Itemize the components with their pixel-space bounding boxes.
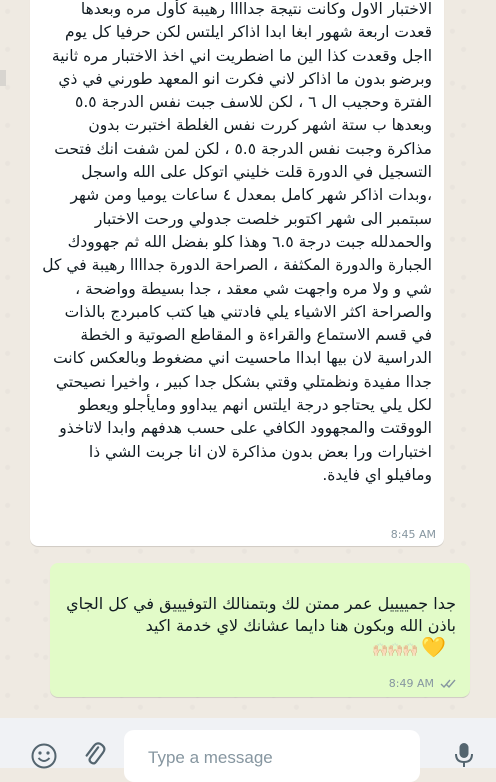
message-text: جدا جمييييل عمر ممتن لك وبتمنالك التوفيييق في كل الجاي باذن الله وبكون هنا دايما عشانك لاي خدمة اكيد [66, 594, 456, 635]
message-time: 8:49 AM [388, 677, 434, 690]
message-time: 8:45 AM [390, 528, 436, 541]
double-check-icon [440, 678, 458, 689]
outgoing-message-bubble[interactable] [50, 563, 470, 697]
message-text: الاختبار الاول وكانت نتيجة جداااا رهيبة كأول مره وبعدها قعدت اربعة شهور ابغا ابدا اذاكر ايلتس لكن حرفيا كل يوم ااجل وقعدت كذا الين ما اضطريت اني اخذ الاختبار مره ثانية وبرضو بدون ما اذاكر لاني فكرت انو المعهد طورني في ذي الفترة وحجيب ال ٦ ، لكن للاسف جبت نفس الدرجة ٥.٥ وبعدها ب ستة اشهر كررت نفس الغلطة اختبرت بدون مذاكرة وجبت نفس الدرجة ٥.٥ ، لكن لمن شفت انك فتحت التسجيل في الدورة قلت خليني اتوكل على الله واسجل ،وبدات اذاكر شهر كامل بمعدل ٤ ساعات يوميا ومن شهر سبتمبر الى شهر اكتوبر خلصت جدولي ورحت الاختبار والحمدلله جبت درجة ٦.٥ وهذا كلو بفضل الله ثم جهوودك الجبارة والدورة المكثفة ، الصراحة الدورة جداااا رهيبة في كل شي و ولا مره واجهت شي معقد ، جدا بسيطة وواضحة ، والصراحة اكثر الاشياء يلي فادتني هيا كتب كامبردج بالذات في قسم الاستماع والقراءة و المقاطع الصوتية و الخطة الدراسية لان بيها ابداا ماحسيت اني مضغوط وبالعكس كانت جداا مفيدة ونظمتلي وقتي بشكل جدا كبير ، واخيرا نصيحتي لكل يلي يحتاجو درجة ايلتس انهم يبداوو ومايأجلو ويعطو الووقتت والمجهوود الكافي على حسب هدفهم وابدا لاتاخذو اختبارات ورا بعض بدون مذاكرة لان انا جربت الشي ذا ومافيلو اي فايدة. [42, 0, 432, 484]
emoji-line [372, 635, 445, 660]
paperclip-icon[interactable] [78, 738, 110, 770]
message-input-box[interactable] [124, 730, 420, 782]
incoming-message-bubble[interactable] [30, 0, 444, 546]
raised-hands-emoji: 🙌🏻🙌🏻🙌🏻 [372, 643, 418, 658]
scrollbar-edge[interactable] [0, 70, 6, 86]
yellow-heart-emoji: 💛 [421, 635, 445, 659]
message-composer [0, 718, 496, 768]
emoji-icon[interactable] [28, 740, 60, 772]
microphone-icon[interactable] [448, 739, 480, 771]
